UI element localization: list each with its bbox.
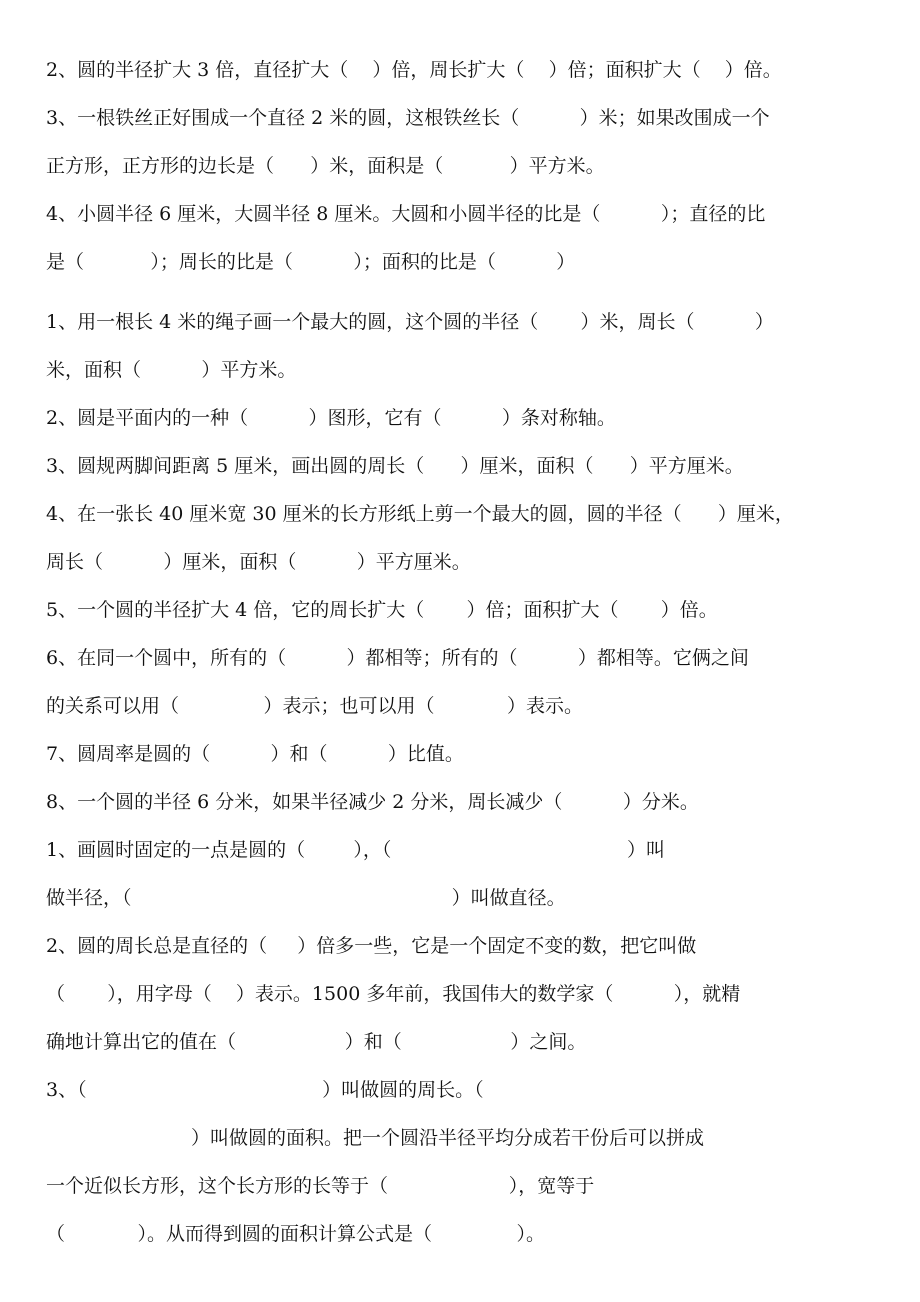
- worksheet-line: （ ）。从而得到圆的面积计算公式是（ ）。: [46, 1223, 546, 1245]
- worksheet-line: 2、圆是平面内的一种（ ）图形，它有（ ）条对称轴。: [46, 407, 616, 429]
- worksheet-line: 3、圆规两脚间距离 5 厘米，画出圆的周长（ ）厘米，面积（ ）平方厘米。: [46, 455, 744, 477]
- worksheet-line: 3、一根铁丝正好围成一个直径 2 米的圆，这根铁丝长（ ）米；如果改围成一个: [46, 107, 770, 129]
- worksheet-line: 2、圆的周长总是直径的（ ）倍多一些，它是一个固定不变的数，把它叫做: [46, 935, 697, 957]
- worksheet-line: 4、在一张长 40 厘米宽 30 厘米的长方形纸上剪一个最大的圆，圆的半径（ ）厘米，: [46, 503, 794, 525]
- worksheet-line: 米，面积（ ）平方米。: [46, 359, 297, 381]
- worksheet-line: 的关系可以用（ ）表示；也可以用（ ）表示。: [46, 695, 584, 717]
- worksheet-line: 6、在同一个圆中，所有的（ ）都相等；所有的（ ）都相等。它俩之间: [46, 647, 749, 669]
- worksheet-line: 7、圆周率是圆的（ ）和（ ）比值。: [46, 743, 464, 765]
- worksheet-line: 4、小圆半径 6 厘米，大圆半径 8 厘米。大圆和小圆半径的比是（ ）；直径的比: [46, 203, 766, 225]
- worksheet-line: 1、画圆时固定的一点是圆的（ ），（ ）叫: [46, 839, 665, 861]
- worksheet-line: （ ），用字母（ ）表示。1500 多年前，我国伟大的数学家（ ），就精: [46, 983, 741, 1005]
- worksheet-line: 2、圆的半径扩大 3 倍，直径扩大（ ）倍，周长扩大（ ）倍；面积扩大（ ）倍。: [46, 59, 782, 81]
- worksheet-line: 做半径，（ ）叫做直径。: [46, 887, 566, 909]
- worksheet-line: 1、用一根长 4 米的绳子画一个最大的圆，这个圆的半径（ ）米，周长（ ）: [46, 311, 774, 333]
- worksheet-line: ）叫做圆的面积。把一个圆沿半径平均分成若干份后可以拼成: [46, 1127, 704, 1149]
- worksheet-line: 5、一个圆的半径扩大 4 倍，它的周长扩大（ ）倍；面积扩大（ ）倍。: [46, 599, 718, 621]
- worksheet-line: 正方形，正方形的边长是（ ）米，面积是（ ）平方米。: [46, 155, 605, 177]
- worksheet-line: 确地计算出它的值在（ ）和（ ）之间。: [46, 1031, 587, 1053]
- worksheet-line: 8、一个圆的半径 6 分米，如果半径减少 2 分米，周长减少（ ）分米。: [46, 791, 699, 813]
- worksheet-line: 周长（ ）厘米，面积（ ）平方厘米。: [46, 551, 471, 573]
- worksheet-line: 一个近似长方形，这个长方形的长等于（ ），宽等于: [46, 1175, 595, 1197]
- worksheet-line: 3、（ ）叫做圆的周长。（: [46, 1079, 484, 1101]
- worksheet-line: 是（ ）；周长的比是（ ）；面积的比是（ ）: [46, 251, 576, 273]
